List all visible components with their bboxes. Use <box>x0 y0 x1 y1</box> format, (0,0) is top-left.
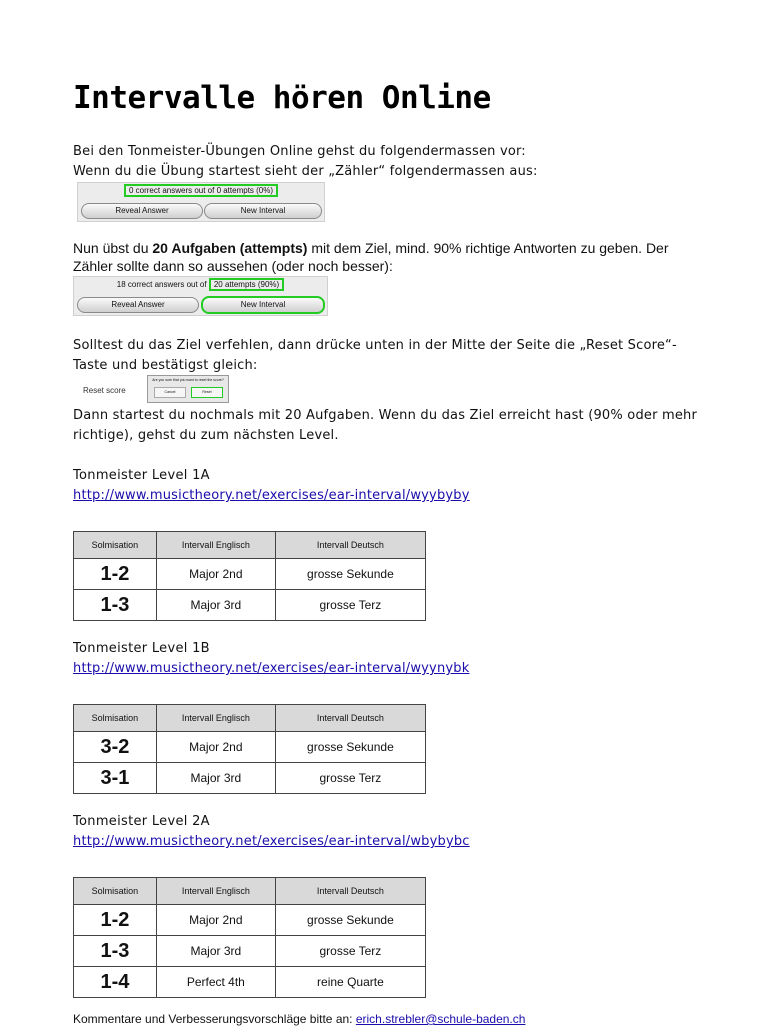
counter-highlight: 0 correct answers out of 0 attempts (0%) <box>124 184 278 197</box>
interval-table <box>73 531 426 621</box>
cell-englisch: Perfect 4th <box>156 967 275 998</box>
cell-englisch: Major 3rd <box>156 763 275 794</box>
cell-englisch: Major 2nd <box>156 559 275 590</box>
table-row <box>74 590 426 621</box>
header-intervall-englisch: Intervall Englisch <box>156 705 275 732</box>
cell-solmisation: 1-2 <box>74 559 157 590</box>
restart-line-1: Dann startest du nochmals mit 20 Aufgaben. Wenn du das Ziel erreicht hast (90% oder mehr <box>73 408 698 423</box>
intro-line-2: Wenn du die Übung startest sieht der „Zähler“ folgendermassen aus: <box>73 164 538 179</box>
cell-deutsch: grosse Terz <box>275 936 425 967</box>
goal-text-b: mit dem Ziel, mind. 90% richtige Antworten zu geben. Der <box>307 240 669 256</box>
counter-text <box>78 185 324 197</box>
cell-englisch: Major 3rd <box>156 590 275 621</box>
header-intervall-deutsch: Intervall Deutsch <box>275 878 425 905</box>
table-header-row <box>74 532 426 559</box>
cell-deutsch: grosse Terz <box>275 763 425 794</box>
reveal-answer-button[interactable]: Reveal Answer <box>77 297 199 313</box>
page-title: Intervalle hören Online <box>73 80 491 116</box>
table-header-row <box>74 878 426 905</box>
reset-score-label: Reset score <box>83 386 126 395</box>
counter-widget-goal <box>73 276 328 316</box>
header-intervall-deutsch: Intervall Deutsch <box>275 532 425 559</box>
counter-highlight: 20 attempts (90%) <box>209 278 284 291</box>
new-interval-button[interactable]: New Interval <box>201 296 325 314</box>
level-title: Tonmeister Level 2A <box>73 814 210 829</box>
cell-deutsch: grosse Sekunde <box>275 732 425 763</box>
goal-text-a: Nun übst du <box>73 240 153 256</box>
level-link[interactable]: http://www.musictheory.net/exercises/ear-interval/wyynybk <box>73 661 470 676</box>
intro-line-1: Bei den Tonmeister-Übungen Online gehst du folgendermassen vor: <box>73 144 526 159</box>
goal-line-1 <box>73 238 713 258</box>
footer-email-link[interactable]: erich.strebler@schule-baden.ch <box>355 1012 526 1026</box>
cell-solmisation: 3-1 <box>74 763 157 794</box>
goal-line-2: Zähler sollte dann so aussehen (oder noch besser): <box>73 258 393 274</box>
table-row <box>74 763 426 794</box>
header-solmisation: Solmisation <box>74 878 157 905</box>
counter-text <box>74 279 327 291</box>
header-solmisation: Solmisation <box>74 705 157 732</box>
header-intervall-englisch: Intervall Englisch <box>156 532 275 559</box>
footer-text: Kommentare und Verbesserungsvorschläge bitte an: <box>73 1012 356 1026</box>
reset-line-1: Solltest du das Ziel verfehlen, dann drücke unten in der Mitte der Seite die „Reset Score“- <box>73 338 677 353</box>
cell-deutsch: grosse Sekunde <box>275 905 425 936</box>
dialog-cancel-button[interactable]: Cancel <box>154 387 186 398</box>
level-title: Tonmeister Level 1A <box>73 468 210 483</box>
dialog-reset-button[interactable]: Reset <box>191 387 223 398</box>
table-row <box>74 559 426 590</box>
level-link[interactable]: http://www.musictheory.net/exercises/ear-interval/wyybyby <box>73 488 470 503</box>
new-interval-button[interactable]: New Interval <box>204 203 322 219</box>
reveal-answer-button[interactable]: Reveal Answer <box>81 203 203 219</box>
restart-line-2: richtige), gehst du zum nächsten Level. <box>73 428 339 443</box>
header-intervall-deutsch: Intervall Deutsch <box>275 705 425 732</box>
table-header-row <box>74 705 426 732</box>
goal-bold: 20 Aufgaben (attempts) <box>152 240 308 256</box>
counter-widget-start <box>77 182 325 222</box>
cell-deutsch: reine Quarte <box>275 967 425 998</box>
reset-line-2: Taste und bestätigst gleich: <box>73 358 258 373</box>
table-row <box>74 732 426 763</box>
header-intervall-englisch: Intervall Englisch <box>156 878 275 905</box>
cell-solmisation: 1-3 <box>74 936 157 967</box>
table-row <box>74 936 426 967</box>
cell-solmisation: 1-2 <box>74 905 157 936</box>
counter-text-a: 18 correct answers out of <box>116 280 207 289</box>
cell-englisch: Major 2nd <box>156 905 275 936</box>
reset-confirm-dialog <box>147 375 229 403</box>
cell-solmisation: 1-4 <box>74 967 157 998</box>
interval-table <box>73 704 426 794</box>
table-row <box>74 905 426 936</box>
level-title: Tonmeister Level 1B <box>73 641 210 656</box>
level-link[interactable]: http://www.musictheory.net/exercises/ear-interval/wbybybc <box>73 834 470 849</box>
cell-solmisation: 1-3 <box>74 590 157 621</box>
cell-englisch: Major 2nd <box>156 732 275 763</box>
cell-solmisation: 3-2 <box>74 732 157 763</box>
table-row <box>74 967 426 998</box>
interval-table <box>73 877 426 998</box>
cell-deutsch: grosse Terz <box>275 590 425 621</box>
header-solmisation: Solmisation <box>74 532 157 559</box>
dialog-question: Are you sure that you want to reset the score? <box>152 378 224 382</box>
cell-deutsch: grosse Sekunde <box>275 559 425 590</box>
cell-englisch: Major 3rd <box>156 936 275 967</box>
